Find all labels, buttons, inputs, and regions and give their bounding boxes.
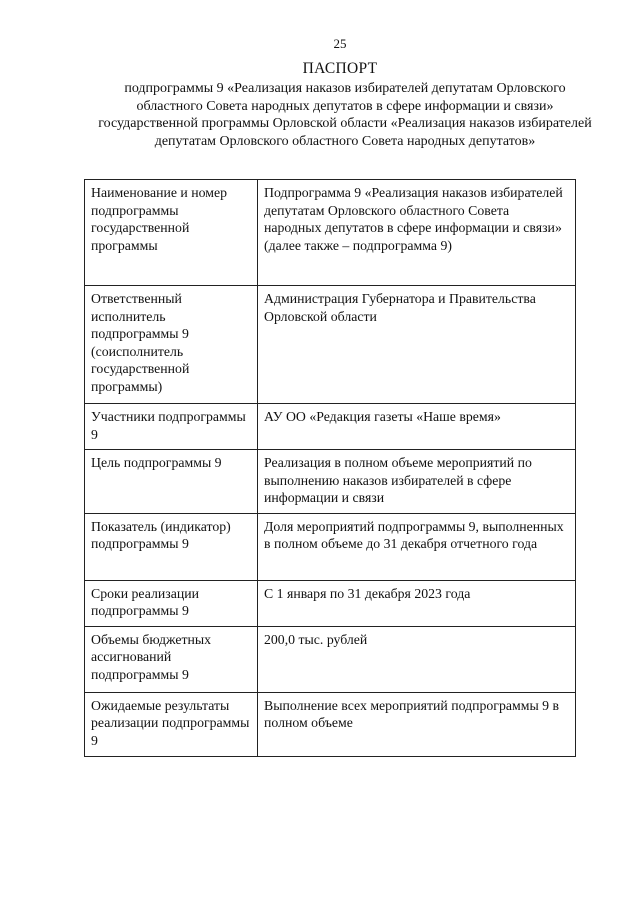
row-label: Ответственный исполнитель подпрограммы 9 (соисполнитель государственной программы) [85, 286, 258, 404]
row-label: Наименование и номер подпрограммы государственной программы [85, 180, 258, 286]
table-row-name [85, 180, 576, 286]
table-row-terms [85, 580, 576, 626]
table-row-indicator [85, 513, 576, 580]
passport-table [84, 179, 576, 757]
page-number: 25 [333, 36, 347, 51]
row-label: Объемы бюджетных ассигнований подпрограммы 9 [85, 626, 258, 692]
row-label: Сроки реализации подпрограммы 9 [85, 580, 258, 626]
row-value: Доля мероприятий подпрограммы 9, выполненных в полном объеме до 31 декабря отчетного года [258, 513, 576, 580]
document-subtitle: подпрограммы 9 «Реализация наказов избирателей депутатам Орловского областного Совета народных депутатов в сфере информации и связи» государственной программы Орловской области «Реализация наказов избирателей депутатам Орловского областного Совета народных депутатов» [98, 81, 592, 149]
row-label: Участники подпрограммы 9 [85, 404, 258, 450]
table-row-budget [85, 626, 576, 692]
row-value: 200,0 тыс. рублей [258, 626, 576, 692]
row-label: Ожидаемые результаты реализации подпрограммы 9 [85, 692, 258, 756]
row-value: Реализация в полном объеме мероприятий по выполнению наказов избирателей в сфере информации и связи [258, 450, 576, 514]
table-row-participants [85, 404, 576, 450]
row-value: АУ ОО «Редакция газеты «Наше время» [258, 404, 576, 450]
row-label: Показатель (индикатор) подпрограммы 9 [85, 513, 258, 580]
table-row-executor [85, 286, 576, 404]
row-value: Подпрограмма 9 «Реализация наказов избирателей депутатам Орловского областного Совета народных депутатов в сфере информации и связи» (далее также – подпрограмма 9) [258, 180, 576, 286]
row-value: Администрация Губернатора и Правительства Орловской области [258, 286, 576, 404]
table-row-goal [85, 450, 576, 514]
table-row-results [85, 692, 576, 756]
row-value: С 1 января по 31 декабря 2023 года [258, 580, 576, 626]
row-value: Выполнение всех мероприятий подпрограммы 9 в полном объеме [258, 692, 576, 756]
document-title: ПАСПОРТ [302, 60, 378, 77]
row-label: Цель подпрограммы 9 [85, 450, 258, 514]
